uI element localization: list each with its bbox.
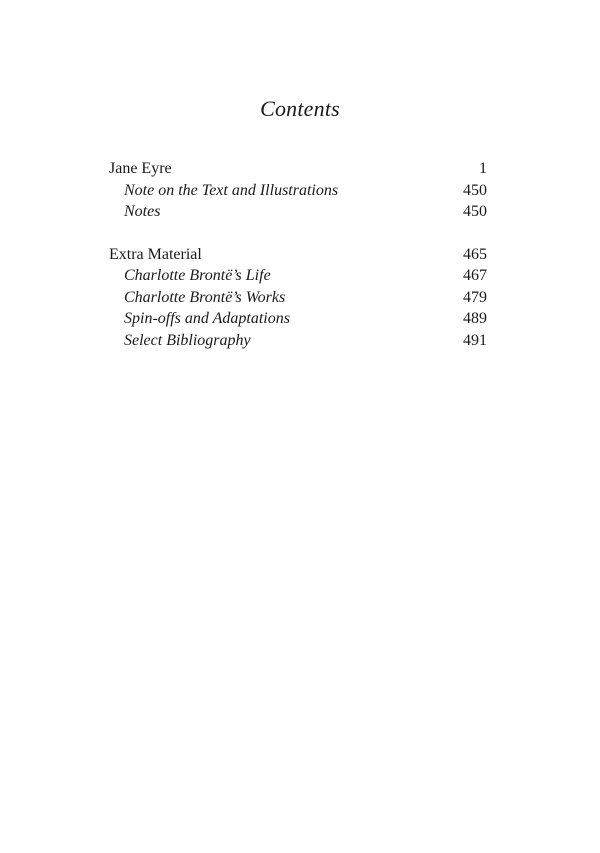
toc-entry-page: 465 bbox=[463, 245, 487, 263]
table-of-contents bbox=[109, 158, 487, 372]
toc-subentry-page: 491 bbox=[463, 331, 487, 349]
toc-subentry-page: 467 bbox=[463, 267, 487, 284]
toc-subentry bbox=[109, 180, 487, 202]
toc-subentry-label: Spin-offs and Adaptations bbox=[124, 310, 290, 327]
page-title: Contents bbox=[260, 96, 340, 121]
toc-subentry-label: Note on the Text and Illustrations bbox=[124, 181, 339, 199]
toc-subentry-page: 489 bbox=[463, 310, 487, 327]
toc-subentry-label: Notes bbox=[124, 203, 161, 220]
toc-subentry bbox=[109, 308, 487, 330]
toc-subentry-label: Charlotte Brontë’s Life bbox=[124, 267, 271, 284]
toc-subentry-label: Charlotte Brontë’s Works bbox=[124, 288, 286, 306]
toc-entry bbox=[109, 158, 487, 180]
toc-entry-label: Jane Eyre bbox=[109, 160, 172, 177]
toc-subentry bbox=[109, 201, 487, 223]
toc-subentry-page: 450 bbox=[463, 181, 487, 199]
toc-subentry-page: 479 bbox=[463, 288, 487, 306]
toc-section-jane-eyre bbox=[109, 158, 487, 223]
toc-subentry-label: Select Bibliography bbox=[124, 331, 251, 349]
toc-entry-page: 1 bbox=[479, 160, 487, 177]
toc-subentry bbox=[109, 330, 487, 352]
toc-subentry bbox=[109, 287, 487, 309]
toc-section-extra-material bbox=[109, 244, 487, 352]
toc-subentry-page: 450 bbox=[463, 203, 487, 220]
toc-entry-label: Extra Material bbox=[109, 245, 202, 263]
toc-entry bbox=[109, 244, 487, 266]
toc-subentry bbox=[109, 265, 487, 287]
